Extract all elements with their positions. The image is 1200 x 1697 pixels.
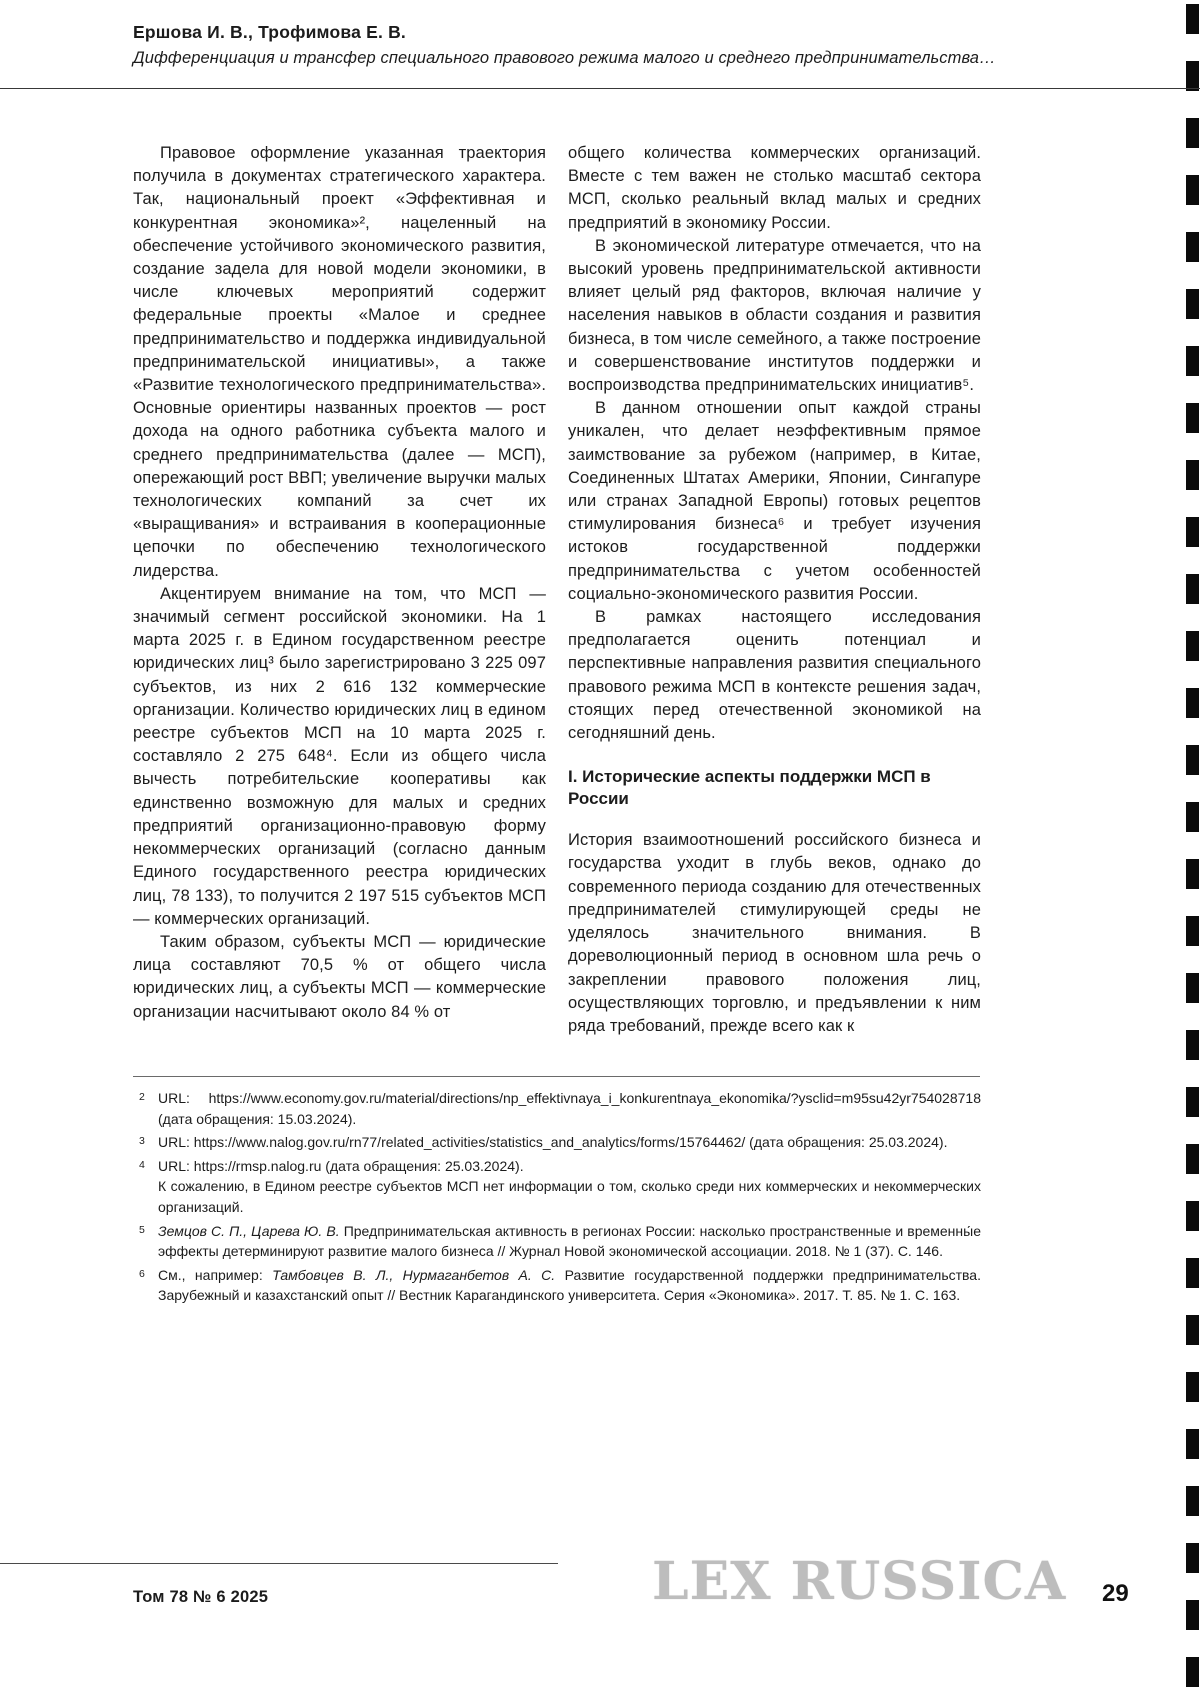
footnote (133, 1265, 981, 1306)
footnote (133, 1088, 981, 1129)
article-subtitle: Дифференциация и трансфер специального правового режима малого и среднего предпринимательства… (133, 49, 996, 67)
footnote-text: Предпринимательская активность в регионах России: насколько пространственные и временны́е эффекты детерминируют развитие малого бизнеса // Журнал Новой экономической ассоциации. 2018. № 1 (37). С. 146. (158, 1222, 981, 1260)
footnote-number: 2 (139, 1091, 145, 1103)
page-header (133, 22, 1033, 68)
paragraph: общего количества коммерческих организаций. Вместе с тем важен не столько масштаб сектора МСП, сколько реальный вклад малых и средних предприятий в экономику России. (568, 144, 981, 232)
header-rule (0, 88, 1200, 89)
paragraph: В рамках настоящего исследования предполагается оценить потенциал и перспективные направления развития специального правового режима МСП в контексте решения задач, стоящих перед отечественной экономикой на сегодняшний день. (568, 608, 981, 743)
footnote-number: 6 (139, 1267, 145, 1280)
paragraph: Акцентируем внимание на том, что МСП — значимый сегмент российской экономики. На 1 марта 2025 г. в Едином государственном реестре юридических лиц³ было зарегистрировано 3 225 097 субъектов, из них 2 616 132 коммерческие организации. Количество юридических лиц в едином реестре субъектов МСП на 10 марта 2025 г. составляло 2 275 648⁴. Если из общего числа вычесть потребительские кооперативы как единственно возможную для малых и средних предприятий организационно-правовую форму некоммерческих организаций (согласно данным Единого государственного реестра юридических лиц, 78 133), то получится 2 197 515 субъектов МСП — коммерческих организаций. (133, 584, 546, 928)
paragraph: Таким образом, субъекты МСП — юридические лица составляют 70,5 % от общего числа юридических лиц, а субъекты МСП — коммерческие организации насчитывают около 84 % от (133, 932, 546, 1021)
footnote-authors: Земцов С. П., Царева Ю. В. (158, 1222, 340, 1239)
footnote-number: 4 (139, 1158, 145, 1171)
footnotes (133, 1088, 981, 1309)
volume-issue: Том 78 № 6 2025 (133, 1588, 269, 1606)
footnote-text: См., например: (158, 1266, 273, 1283)
body-columns (133, 142, 981, 1077)
authors: Ершова И. В., Трофимова Е. В. (133, 22, 406, 42)
section-heading: I. Исторические аспекты поддержки МСП в России (568, 767, 931, 809)
paragraph: В данном отношении опыт каждой страны уникален, что делает неэффективным прямое заимствование за рубежом (например, в Китае, Соединенных Штатах Америки, Японии, Сингапуре или странах Западной Европы) готовых рецептов стимулирования бизнеса⁶ и требует изучения истоков государственной поддержки предпринимательства с учетом особенностей социально-экономического развития России. (568, 399, 981, 603)
footnote (133, 1156, 981, 1218)
footnote-text: URL: https://rmsp.nalog.ru (дата обращения: 25.03.2024). (158, 1157, 524, 1174)
page-number: 29 (1102, 1580, 1129, 1607)
footnotes-separator (133, 1076, 980, 1077)
footnote-number: 5 (139, 1223, 145, 1236)
journal-logo: LEX RUSSICA (652, 1551, 1067, 1612)
footnote-number: 3 (139, 1135, 145, 1148)
footnote-text: URL: https://www.nalog.gov.ru/rn77/related_activities/statistics_and_analytics/forms/15764462/ (дата обращения: 25.03.2024). (158, 1134, 948, 1151)
crop-marks (1186, 4, 1199, 1692)
paragraph: Правовое оформление указанная траектория получила в документах стратегического характера. Так, национальный проект «Эффективная и конкурентная экономика»², нацеленный на обеспечение устойчивого экономического развития, создание задела для новой модели экономики, в числе ключевых мероприятий содержит федеральные проекты «Малое и среднее предпринимательство и поддержка индивидуальной предпринимательской инициативы», а также «Развитие технологического предпринимательства». Основные ориентиры названных проектов — рост дохода на одного работника субъекта малого и среднего предпринимательства (далее — МСП), опережающий рост ВВП; увеличение выручки малых технологических компаний за счет их «выращивания» и встраивания в кооперационные цепочки по обеспечению технологического лидерства. (133, 144, 546, 580)
footnote (133, 1221, 981, 1262)
footer-rule (0, 1563, 558, 1564)
left-column (133, 142, 546, 1077)
footnote-authors: Тамбовцев В. Л., Нурмаганбетов А. С. (272, 1266, 556, 1283)
paragraph: История взаимоотношений российского бизнеса и государства уходит в глубь веков, однако до современного периода созданию для отечественных предпринимателей стимулирующей среды не уделялось значительного внимания. В дореволюционный период в основном шла речь о закреплении правового положения лиц, осуществляющих торговлю, и предъявлении к ним ряда требований, прежде всего как к (568, 831, 981, 1035)
footnote-text: Развитие государственной поддержки предпринимательства. Зарубежный и казахстанский опыт // Вестник Карагандинского университета. Серия «Экономика». 2017. Т. 85. № 1. С. 163. (158, 1266, 981, 1304)
footnote-text: URL: https://www.economy.gov.ru/material/directions/np_effektivnaya_i_konkurentnaya_ekonomika/?ysclid=m95su42yr754028718 (дата обращения: 15.03.2024). (158, 1090, 981, 1127)
footnote (133, 1132, 981, 1153)
paragraph: В экономической литературе отмечается, что на высокий уровень предпринимательской активности влияет целый ряд факторов, включая наличие у населения навыков в области создания и развития бизнеса, в том числе семейного, а также построение и совершенствование институтов поддержки и воспроизводства предпринимательских инициатив⁵. (568, 236, 981, 395)
right-column (568, 142, 981, 1077)
footnote-text: К сожалению, в Едином реестре субъектов МСП нет информации о том, сколько среди них коммерческих и некоммерческих организаций. (158, 1178, 981, 1215)
